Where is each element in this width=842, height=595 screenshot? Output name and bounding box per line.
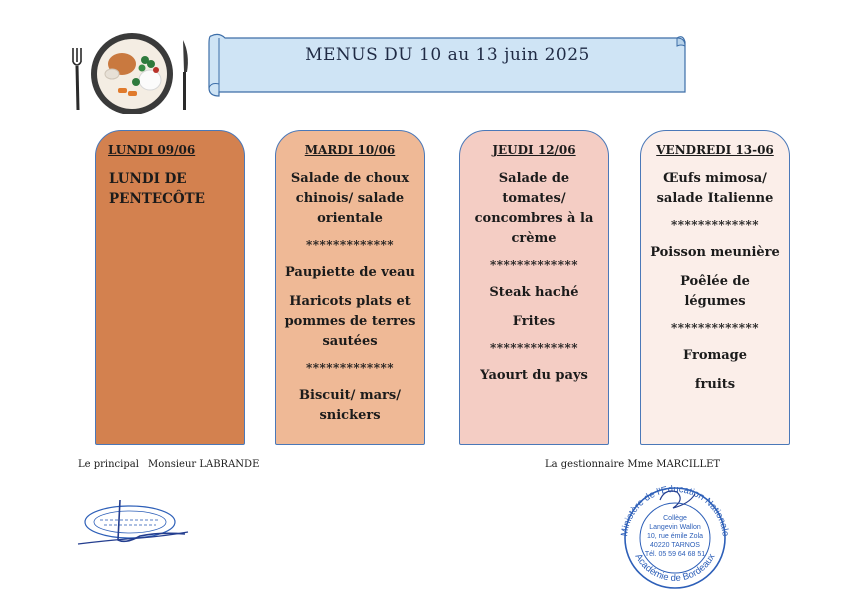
menu-item: Yaourt du pays [480,368,588,383]
separator: ************* [670,321,760,335]
menu-item: Œufs mimosa/ salade Italienne [656,171,774,206]
college-stamp [605,470,745,594]
day-heading: LUNDI 09/06 [108,143,196,157]
day-card-mardi [275,130,425,445]
menu-item: LUNDI DE PENTECÔTE [109,171,205,207]
stamp-line: Langevin Wallon [649,524,701,531]
day-card-lundi [95,130,245,445]
plate-illustration [70,30,192,114]
fork-icon [73,48,81,110]
stamp-line: 40220 TARNOS [650,542,700,549]
separator: ************* [305,238,395,252]
menu-item: Steak haché [489,285,579,300]
principal-name: Monsieur LABRANDE [148,459,260,470]
menu-item: Fromage [682,348,748,363]
menu-item: Biscuit/ mars/ snickers [299,388,401,423]
menu-item: Paupiette de veau [285,265,415,280]
day-card-vendredi [640,130,790,445]
separator: ************* [489,341,579,355]
stamp-line: Tél. 05 59 64 68 51 [644,551,706,558]
page-title: MENUS DU 10 au 13 juin 2025 [305,45,590,65]
stamp-arc-top: Ministère de l'Education Nationale [619,483,731,538]
stamp-line: Collège [663,515,687,522]
menu-item: Frites [512,314,556,329]
gestionnaire-label: La gestionnaire Mme MARCILLET [545,459,721,470]
day-heading: MARDI 10/06 [304,143,396,157]
knife-icon [183,40,188,110]
separator: ************* [489,258,579,272]
principal-label: Le principal [78,459,139,470]
day-card-jeudi [459,130,609,445]
menu-item: fruits [694,377,736,392]
menu-item: Salade de tomates/ concombres à la crème [474,171,594,246]
separator: ************* [670,218,760,232]
menu-item: Haricots plats et pommes de terres sautées [284,294,416,349]
menu-item: Salade de choux chinois/ salade orientale [290,171,410,226]
day-heading: JEUDI 12/06 [492,143,576,157]
stamp-line: 10, rue émile Zola [646,533,704,540]
menu-item: Poêlée de légumes [680,274,750,309]
separator: ************* [305,361,395,375]
principal-stamp [70,492,195,556]
day-heading: VENDREDI 13-06 [656,143,774,157]
stamp-arc-bottom: Académie de Bordeaux [632,551,718,584]
title-banner [205,30,690,98]
menu-item: Poisson meunière [650,245,780,260]
